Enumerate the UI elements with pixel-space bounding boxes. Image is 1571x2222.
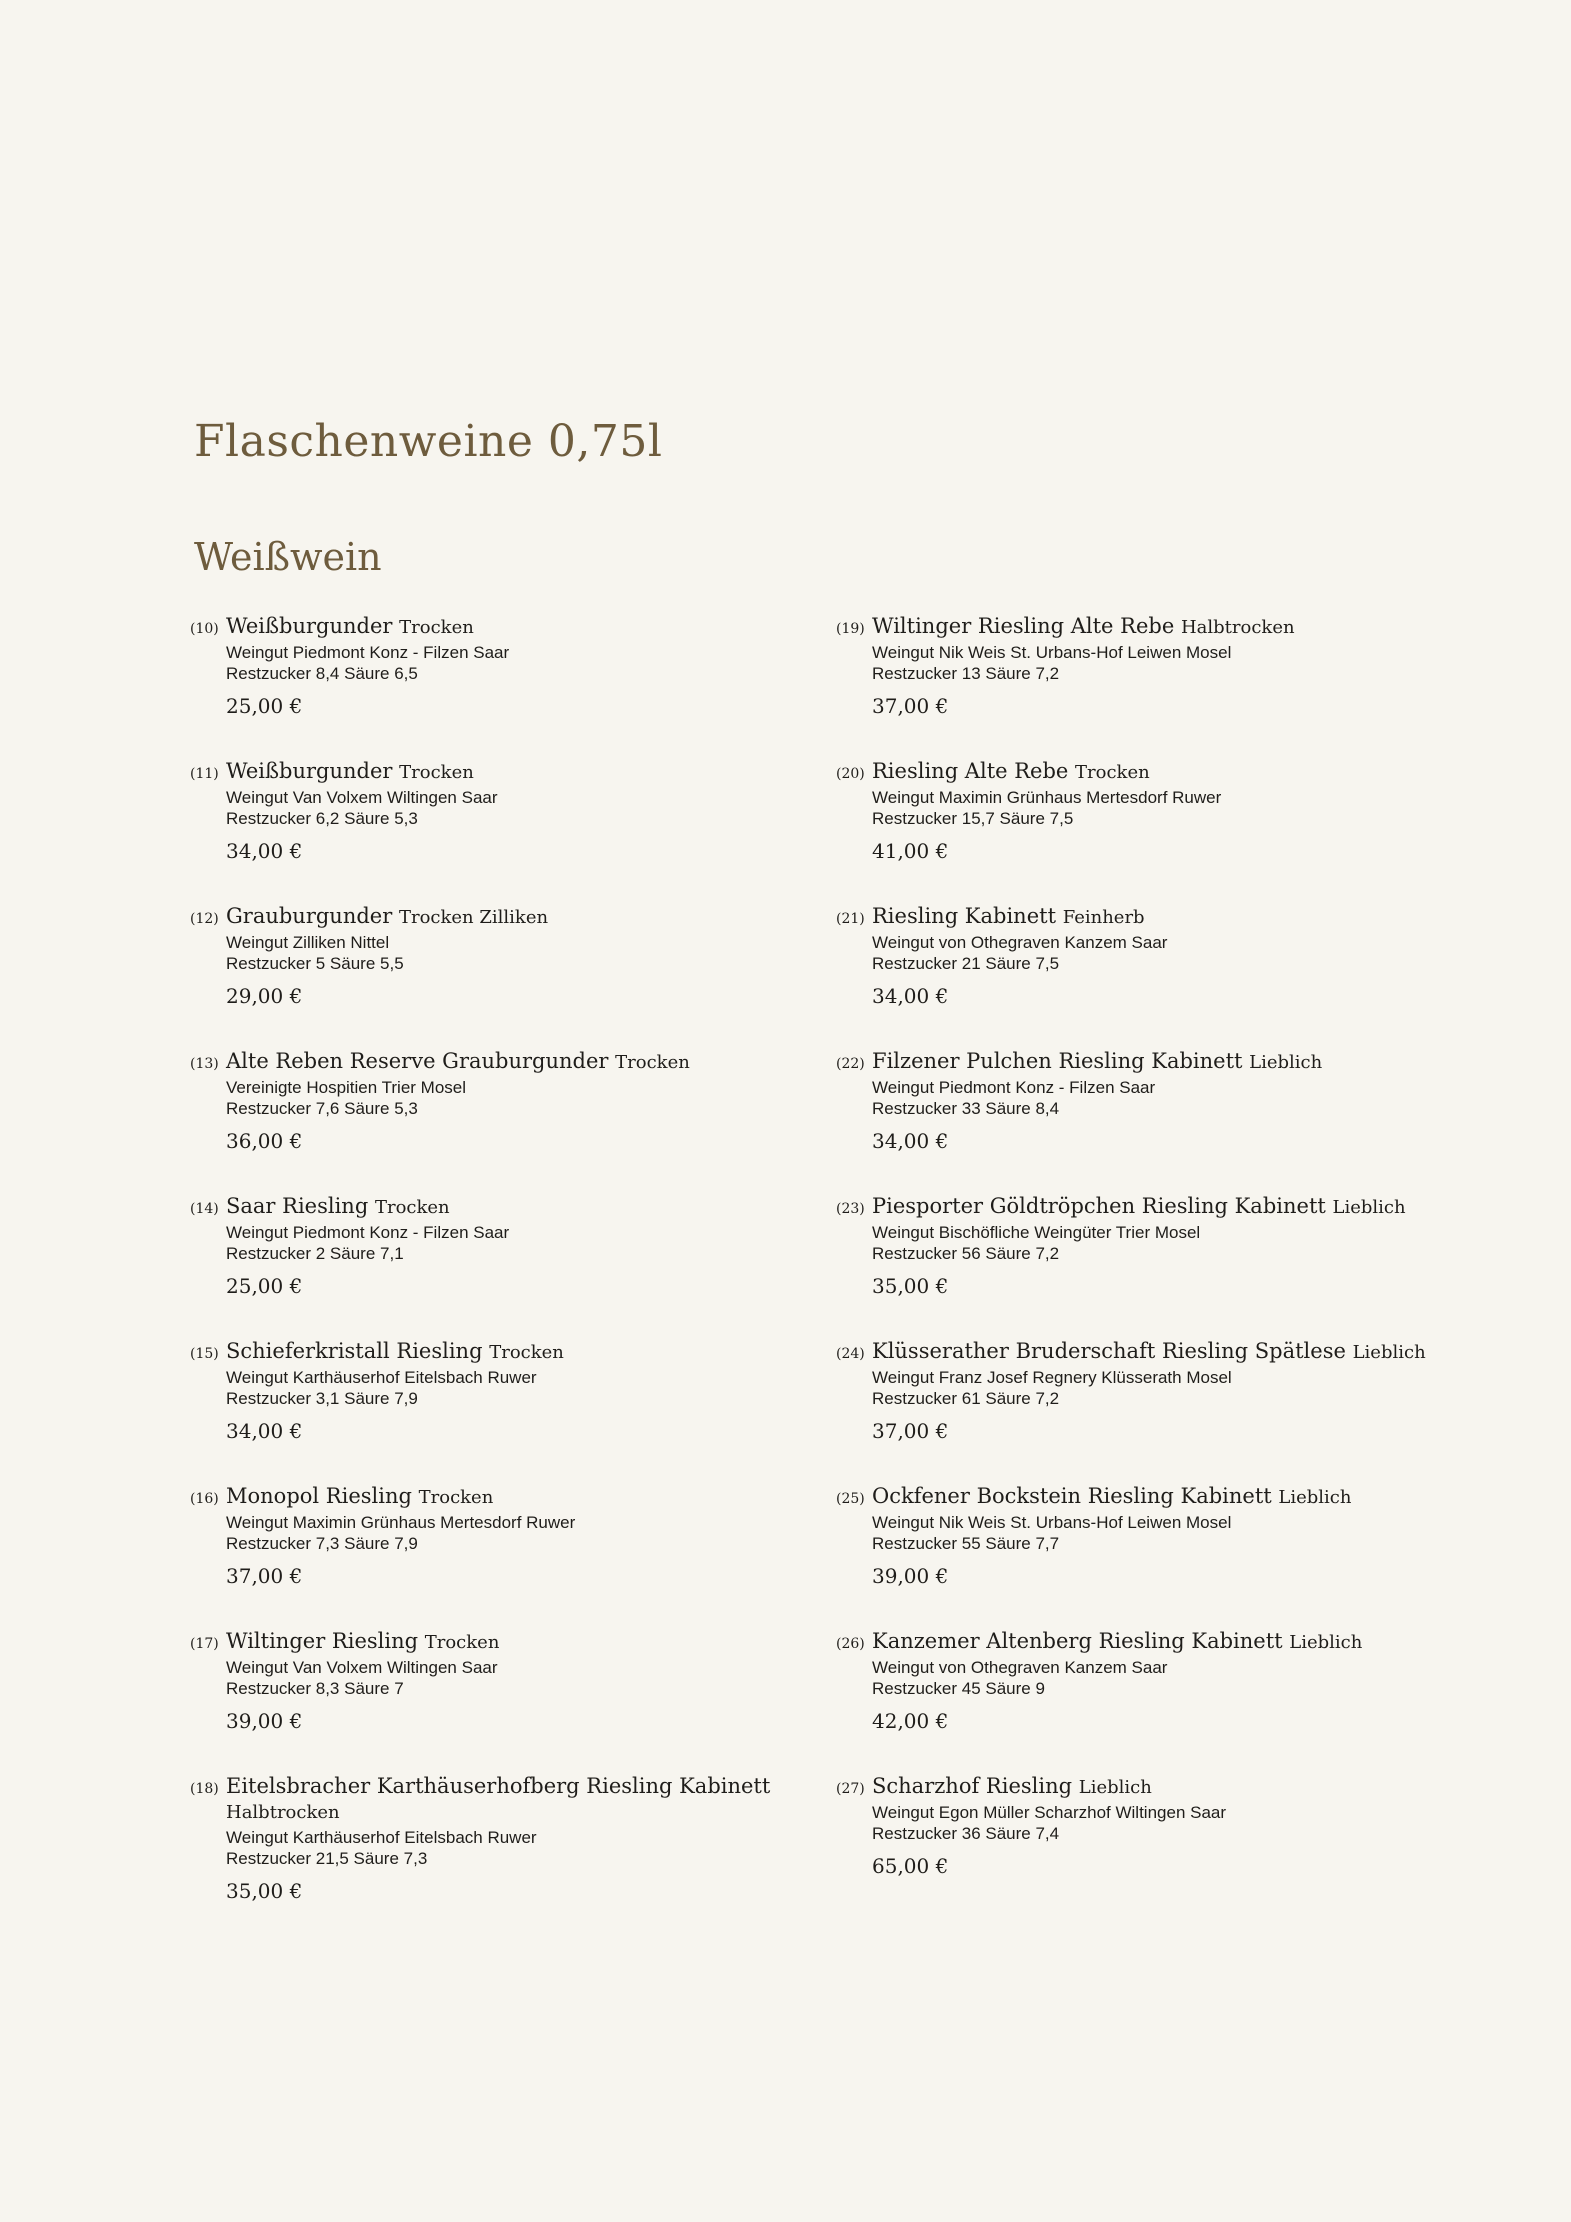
wine-producer: Weingut Van Volxem Wiltingen Saar [226, 788, 498, 807]
wine-style: Trocken [374, 1197, 450, 1218]
wine-number: (10) [190, 621, 219, 637]
wine-producer: Weingut Van Volxem Wiltingen Saar [226, 1658, 498, 1677]
wine-name-line [226, 759, 836, 784]
wine-price: 37,00 € [226, 1564, 303, 1588]
wine-list-right [836, 614, 1476, 1919]
wine-name: Eitelsbracher Karthäuserhofberg Riesling Kabinett [226, 1774, 771, 1798]
wine-number: (15) [190, 1346, 219, 1362]
wine-style: Lieblich [1332, 1197, 1406, 1218]
wine-price: 37,00 € [872, 1419, 949, 1443]
wine-name-line [226, 1484, 836, 1509]
wine-number: (20) [836, 766, 865, 782]
wine-name: Schieferkristall Riesling [226, 1339, 483, 1363]
wine-price: 29,00 € [226, 984, 303, 1008]
wine-item [190, 1484, 830, 1629]
wine-number: (18) [190, 1781, 219, 1797]
wine-item [836, 1774, 1476, 1919]
wine-item [190, 1629, 830, 1774]
wine-name-line [226, 1194, 836, 1219]
wine-producer: Weingut Karthäuserhof Eitelsbach Ruwer [226, 1368, 537, 1387]
wine-producer: Weingut von Othegraven Kanzem Saar [872, 1658, 1168, 1677]
wine-style: Trocken Zilliken [398, 907, 549, 928]
wine-analysis: Restzucker 7,3 Säure 7,9 [226, 1534, 418, 1553]
wine-price: 34,00 € [872, 984, 949, 1008]
wine-item [836, 1339, 1476, 1484]
wine-analysis: Restzucker 45 Säure 9 [872, 1679, 1045, 1698]
wine-name: Wiltinger Riesling [226, 1629, 419, 1653]
wine-number: (16) [190, 1491, 219, 1507]
wine-style: Trocken [399, 762, 474, 783]
wine-item [190, 1774, 830, 1954]
wine-producer: Weingut Maximin Grünhaus Mertesdorf Ruwer [872, 788, 1222, 807]
wine-name-line [226, 1049, 836, 1074]
wine-name: Wiltinger Riesling Alte Rebe [872, 614, 1175, 638]
wine-analysis: Restzucker 8,4 Säure 6,5 [226, 664, 418, 683]
wine-name: Weißburgunder [226, 759, 393, 783]
wine-price: 65,00 € [872, 1854, 949, 1878]
wine-producer: Weingut Maximin Grünhaus Mertesdorf Ruwer [226, 1513, 576, 1532]
wine-number: (25) [836, 1491, 865, 1507]
wine-item [836, 759, 1476, 904]
wine-number: (17) [190, 1636, 219, 1652]
wine-name: Grauburgunder [226, 904, 393, 928]
wine-name-line [872, 614, 1482, 639]
wine-name-line [872, 1629, 1482, 1654]
wine-name: Klüsserather Bruderschaft Riesling Spätlese [872, 1339, 1346, 1363]
wine-number: (22) [836, 1056, 865, 1072]
wine-price: 37,00 € [872, 694, 949, 718]
wine-producer: Weingut Piedmont Konz - Filzen Saar [226, 643, 510, 662]
wine-number: (14) [190, 1201, 219, 1217]
wine-number: (23) [836, 1201, 865, 1217]
wine-name-line [872, 759, 1482, 784]
wine-name-line [226, 1339, 836, 1364]
wine-item [190, 1194, 830, 1339]
wine-price: 41,00 € [872, 839, 949, 863]
wine-name: Ockfener Bockstein Riesling Kabinett [872, 1484, 1272, 1508]
wine-name-line [226, 1629, 836, 1654]
wine-style: Trocken [489, 1342, 564, 1363]
wine-name: Scharzhof Riesling [872, 1774, 1073, 1798]
wine-style: Trocken [418, 1487, 494, 1508]
wine-list-left [190, 614, 830, 1954]
wine-price: 35,00 € [872, 1274, 949, 1298]
wine-style: Trocken [1075, 762, 1150, 783]
wine-price: 39,00 € [226, 1709, 303, 1733]
wine-analysis: Restzucker 7,6 Säure 5,3 [226, 1099, 418, 1118]
wine-name-line [872, 1484, 1482, 1509]
wine-name-line [226, 904, 836, 929]
wine-number: (24) [836, 1346, 865, 1362]
wine-number: (11) [190, 766, 219, 782]
wine-producer: Weingut Franz Josef Regnery Klüsserath Mosel [872, 1368, 1232, 1387]
wine-producer: Weingut von Othegraven Kanzem Saar [872, 933, 1168, 952]
wine-style: Lieblich [1352, 1342, 1426, 1363]
wine-analysis: Restzucker 6,2 Säure 5,3 [226, 809, 418, 828]
wine-analysis: Restzucker 5 Säure 5,5 [226, 954, 404, 973]
wine-price: 34,00 € [226, 839, 303, 863]
wine-producer: Vereinigte Hospitien Trier Mosel [226, 1078, 467, 1097]
wine-name-line [872, 1194, 1482, 1219]
wine-name-line [872, 904, 1482, 929]
wine-item [190, 1049, 830, 1194]
wine-name: Piesporter Göldtröpchen Riesling Kabinett [872, 1194, 1326, 1218]
wine-item [190, 1339, 830, 1484]
wine-price: 34,00 € [872, 1129, 949, 1153]
wine-style: Halbtrocken [226, 1802, 340, 1823]
wine-producer: Weingut Piedmont Konz - Filzen Saar [226, 1223, 510, 1242]
wine-analysis: Restzucker 55 Säure 7,7 [872, 1534, 1060, 1553]
wine-producer: Weingut Zilliken Nittel [226, 933, 390, 952]
wine-analysis: Restzucker 13 Säure 7,2 [872, 664, 1060, 683]
wine-style: Halbtrocken [1180, 617, 1295, 638]
wine-name: Monopol Riesling [226, 1484, 412, 1508]
wine-analysis: Restzucker 3,1 Säure 7,9 [226, 1389, 418, 1408]
wine-analysis: Restzucker 21 Säure 7,5 [872, 954, 1060, 973]
wine-item [836, 1484, 1476, 1629]
wine-analysis: Restzucker 8,3 Säure 7 [226, 1679, 404, 1698]
wine-analysis: Restzucker 56 Säure 7,2 [872, 1244, 1060, 1263]
wine-name-line [872, 1049, 1482, 1074]
wine-price: 25,00 € [226, 1274, 303, 1298]
wine-item [836, 1629, 1476, 1774]
wine-name: Riesling Alte Rebe [872, 759, 1069, 783]
wine-price: 42,00 € [872, 1709, 949, 1733]
wine-name: Filzener Pulchen Riesling Kabinett [872, 1049, 1243, 1073]
wine-analysis: Restzucker 61 Säure 7,2 [872, 1389, 1060, 1408]
wine-producer: Weingut Nik Weis St. Urbans-Hof Leiwen Mosel [872, 1513, 1232, 1532]
wine-producer: Weingut Nik Weis St. Urbans-Hof Leiwen Mosel [872, 643, 1232, 662]
wine-style: Feinherb [1062, 907, 1145, 928]
wine-name: Riesling Kabinett [872, 904, 1057, 928]
wine-analysis: Restzucker 15,7 Säure 7,5 [872, 809, 1074, 828]
wine-name-line [872, 1774, 1482, 1799]
wine-number: (19) [836, 621, 865, 637]
wine-item [836, 1194, 1476, 1339]
wine-style: Trocken [399, 617, 474, 638]
wine-style: Lieblich [1278, 1487, 1352, 1508]
wine-producer: Weingut Bischöfliche Weingüter Trier Mosel [872, 1223, 1201, 1242]
wine-item [190, 614, 830, 759]
wine-name: Weißburgunder [226, 614, 393, 638]
wine-producer: Weingut Piedmont Konz - Filzen Saar [872, 1078, 1156, 1097]
wine-price: 35,00 € [226, 1879, 303, 1903]
wine-style: Lieblich [1078, 1777, 1152, 1798]
wine-style: Trocken [424, 1632, 500, 1653]
wine-style: Trocken [615, 1052, 690, 1073]
wine-number: (26) [836, 1636, 865, 1652]
page-title: Flaschenweine 0,75l [194, 416, 663, 467]
wine-analysis: Restzucker 33 Säure 8,4 [872, 1099, 1060, 1118]
wine-style: Lieblich [1289, 1632, 1363, 1653]
section-title-weisswein: Weißwein [194, 535, 382, 579]
wine-analysis: Restzucker 36 Säure 7,4 [872, 1824, 1060, 1843]
wine-price: 25,00 € [226, 694, 303, 718]
wine-item [836, 1049, 1476, 1194]
wine-name-line [226, 614, 836, 639]
wine-name: Alte Reben Reserve Grauburgunder [226, 1049, 609, 1073]
wine-number: (27) [836, 1781, 865, 1797]
wine-number: (21) [836, 911, 865, 927]
wine-item [836, 614, 1476, 759]
wine-name: Saar Riesling [226, 1194, 369, 1218]
wine-name: Kanzemer Altenberg Riesling Kabinett [872, 1629, 1283, 1653]
wine-analysis: Restzucker 2 Säure 7,1 [226, 1244, 404, 1263]
wine-item [836, 904, 1476, 1049]
wine-number: (12) [190, 911, 219, 927]
wine-analysis: Restzucker 21,5 Säure 7,3 [226, 1849, 428, 1868]
wine-name-line [872, 1339, 1482, 1364]
wine-producer: Weingut Egon Müller Scharzhof Wiltingen Saar [872, 1803, 1227, 1822]
wine-price: 39,00 € [872, 1564, 949, 1588]
wine-style: Lieblich [1249, 1052, 1323, 1073]
wine-producer: Weingut Karthäuserhof Eitelsbach Ruwer [226, 1828, 537, 1847]
wine-price: 34,00 € [226, 1419, 303, 1443]
wine-number: (13) [190, 1056, 219, 1072]
wine-item [190, 904, 830, 1049]
wine-price: 36,00 € [226, 1129, 303, 1153]
wine-item [190, 759, 830, 904]
